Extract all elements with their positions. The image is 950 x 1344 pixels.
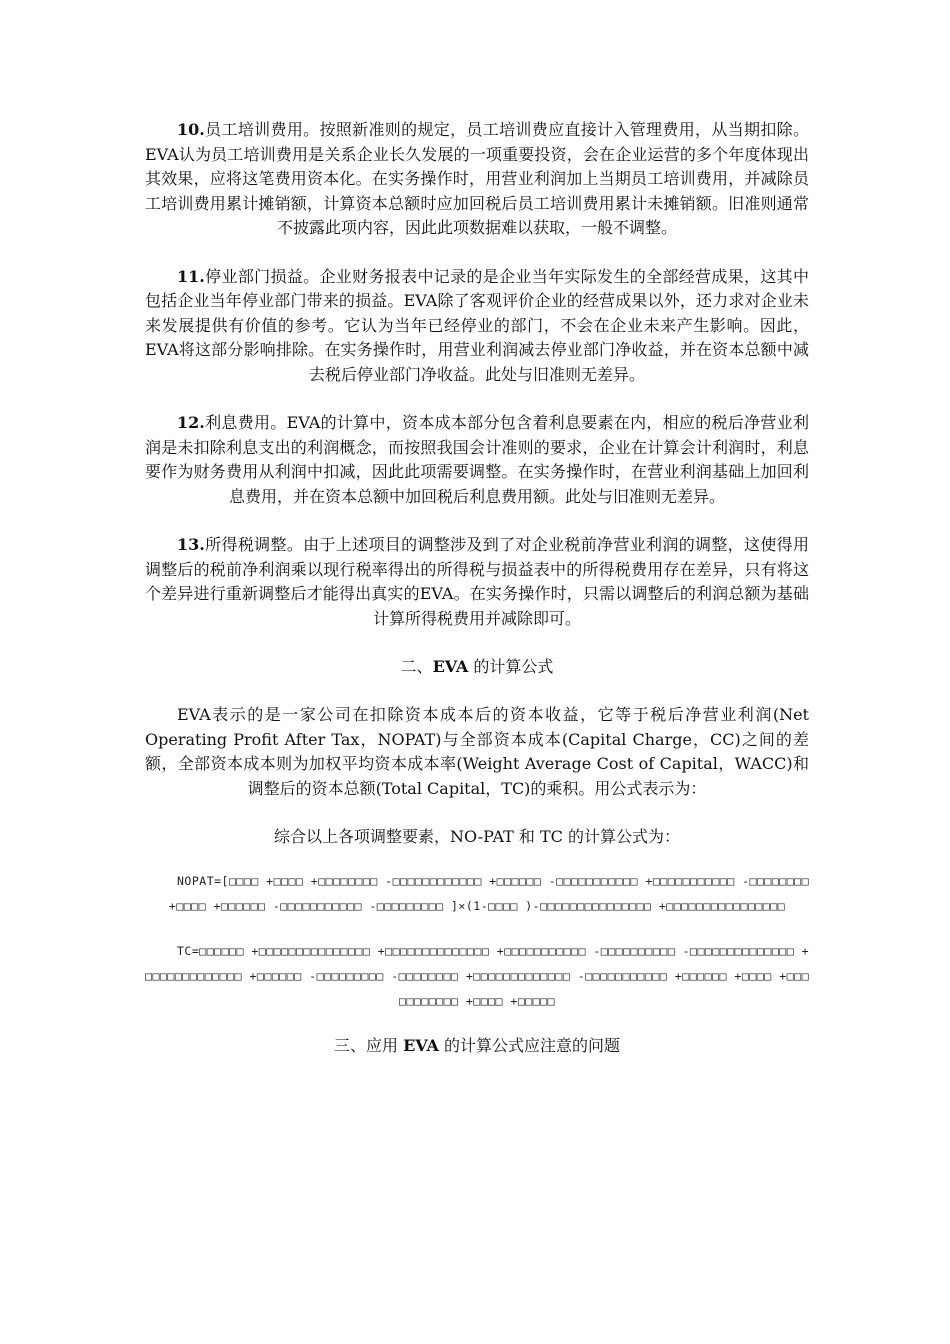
paragraph-12 bbox=[145, 411, 809, 509]
paragraph-text: 员工培训费用。按照新准则的规定，员工培训费应直接计入管理费用，从当期扣除。EVA认为员工培训费用是关系企业长久发展的一项重要投资，会在企业运营的多个年度体现出其效果，应将这笔费用资本化。在实务操作时，用营业利润加上当期员工培训费用，并减除员工培训费用累计摊销额，计算资本总额时应加回税后员工培训费用累计未摊销额。旧准则通常不披露此项内容，因此此项数据难以获取，一般不调整。 bbox=[145, 120, 809, 237]
paragraph-11 bbox=[145, 265, 809, 388]
formula-intro-line: 综合以上各项调整要素，NO-PAT 和 TC 的计算公式为： bbox=[274, 827, 680, 846]
document-page bbox=[145, 118, 809, 1082]
section-heading-3 bbox=[145, 1034, 809, 1058]
heading-bold: EVA bbox=[432, 657, 469, 676]
item-number: 11. bbox=[177, 266, 205, 286]
item-number: 12. bbox=[177, 413, 205, 432]
paragraph-text: 利息费用。EVA的计算中，资本成本部分包含着利息要素在内，相应的税后净营业利润是未扣除利息支出的利润概念，而按照我国会计准则的要求，企业在计算会计利润时，利息要作为财务费用从利润中扣减，因此此项需要调整。在实务操作时，在营业利润基础上加回利息费用，并在资本总额中加回税后利息费用额。此处与旧准则无差异。 bbox=[145, 413, 809, 506]
heading-bold: EVA bbox=[403, 1036, 439, 1055]
heading-suffix: 的计算公式 bbox=[468, 657, 554, 676]
heading-suffix: 的计算公式应注意的问题 bbox=[438, 1036, 620, 1055]
paragraph-text: 停业部门损益。企业财务报表中记录的是企业当年实际发生的全部经营成果，这其中包括企业当年停业部门带来的损益。EVA除了客观评价企业的经营成果以外，还力求对企业未来发展提供有价值的参考。它认为当年已经停业的部门，不会在企业未来产生影响。因此，EVA将这部分影响排除。在实务操作时，用营业利润减去停业部门净收益，并在资本总额中减去税后停业部门净收益。此处与旧准则无差异。 bbox=[145, 266, 809, 384]
paragraph-10 bbox=[145, 118, 809, 241]
nopat-formula: NOPAT=[□□□□ +□□□□ +□□□□□□□□ -□□□□□□□□□□□□ +□□□□□□ -□□□□□□□□□□□ +□□□□□□□□□□□ -□□□□□□□□ +□□□□ +□□□□□□ -□□□□□□□□□□□ -□□□□□□□□□ ]×(1-□□□□ )-□□□□□□□□□□□□□□□ +□□□□□□□□□□□□□□□□ bbox=[168, 874, 809, 913]
paragraph-13 bbox=[145, 533, 809, 631]
heading-prefix: 三、应用 bbox=[334, 1036, 404, 1055]
paragraph-text: 所得税调整。由于上述项目的调整涉及到了对企业税前净营业利润的调整，这使得用调整后的税前净利润乘以现行税率得出的所得税与损益表中的所得税费用存在差异，只有将这个差异进行重新调整后才能得出真实的EVA。在实务操作时，只需以调整后的利润总额为基础计算所得税费用并减除即可。 bbox=[145, 535, 809, 628]
heading-prefix: 二、 bbox=[400, 657, 433, 676]
tc-formula: TC=□□□□□□ +□□□□□□□□□□□□□□□ +□□□□□□□□□□□□□□ +□□□□□□□□□□□ -□□□□□□□□□□ -□□□□□□□□□□□□□□ +□□□□□□□□□□□□□ +□□□□□□ -□□□□□□□□□ -□□□□□□□□ +□□□□□□□□□□□□□ -□□□□□□□□□□□ +□□□□□□ +□□□□ +□□□□□□□□□□□ +□□□□ +□□□□□ bbox=[145, 944, 809, 1008]
item-number: 13. bbox=[177, 535, 205, 554]
item-number: 10. bbox=[177, 120, 205, 139]
section-heading-2 bbox=[145, 655, 809, 679]
eva-definition-paragraph: EVA表示的是一家公司在扣除资本成本后的资本收益，它等于税后净营业利润(Net Operating Profit After Tax，NOPAT)与全部资本成本(Capital Charge，CC)之间的差额，全部资本成本则为加权平均资本成本率(Weight Average Cost of Capital，WACC)和调整后的资本总额(Total Capital，TC)的乘积。用公式表示为： bbox=[145, 705, 809, 798]
